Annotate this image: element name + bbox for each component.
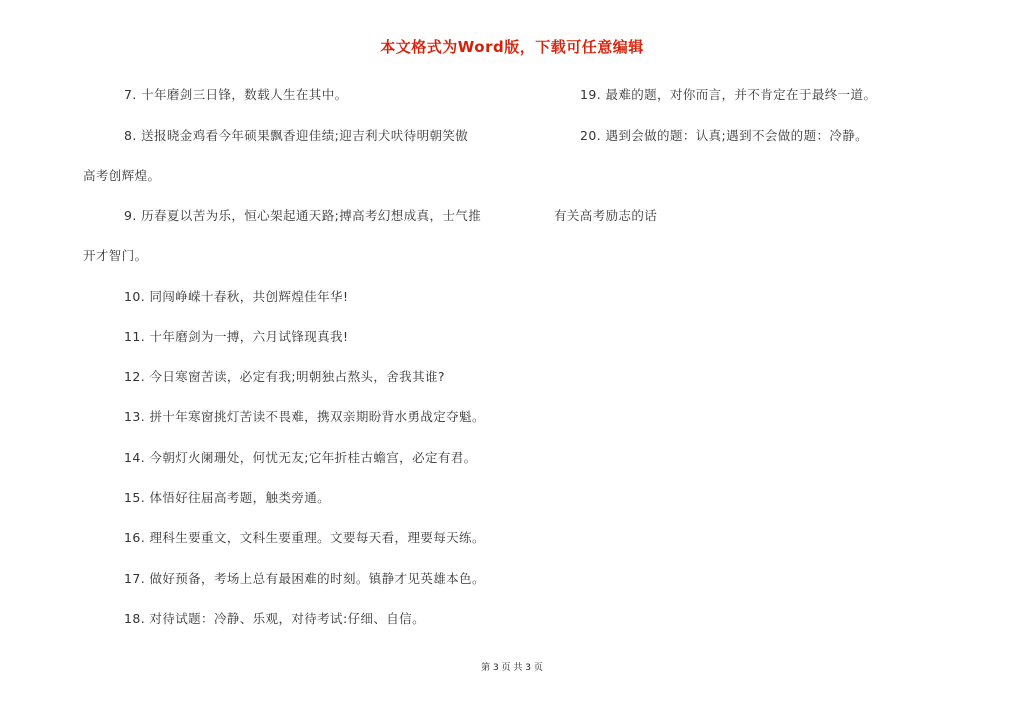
quote-13: 13. 拼十年寒窗挑灯苦读不畏难，携双亲期盼背水勇战定夺魁。	[124, 409, 485, 424]
quote-7: 7. 十年磨剑三日锋，数载人生在其中。	[124, 87, 348, 102]
quote-17: 17. 做好预备，考场上总有最困难的时刻。镇静才见英雄本色。	[124, 571, 485, 586]
quote-8: 8. 送报晓金鸡看今年硕果飘香迎佳绩;迎吉利犬吠待明朝笑傲	[124, 128, 469, 143]
document-banner: 本文格式为Word版，下载可任意编辑	[380, 38, 644, 56]
quote-9-continued: 开才智门。	[83, 248, 148, 263]
quote-8-continued: 高考创辉煌。	[83, 168, 161, 183]
quote-9: 9. 历春夏以苦为乐，恒心架起通天路;搏高考幻想成真，士气推	[124, 208, 482, 223]
quote-10: 10. 同闯峥嵘十春秋，共创辉煌佳年华!	[124, 289, 349, 304]
quote-15: 15. 体悟好往届高考题，触类旁通。	[124, 490, 331, 505]
quote-16: 16. 理科生要重文，文科生要重理。文要每天看，理要每天练。	[124, 530, 485, 545]
page-number: 第 3 页 共 3 页	[481, 663, 543, 673]
section-heading: 有关高考励志的话	[554, 208, 658, 223]
quote-19: 19. 最难的题，对你而言，并不肯定在于最终一道。	[580, 87, 877, 102]
quote-12: 12. 今日寒窗苦读，必定有我;明朝独占熬头，舍我其谁?	[124, 369, 445, 384]
quote-14: 14. 今朝灯火阑珊处，何忧无友;它年折桂古蟾宫，必定有君。	[124, 450, 477, 465]
quote-20: 20. 遇到会做的题：认真;遇到不会做的题：冷静。	[580, 128, 869, 143]
quote-11: 11. 十年磨剑为一搏，六月试锋现真我!	[124, 329, 349, 344]
quote-18: 18. 对待试题：冷静、乐观，对待考试:仔细、自信。	[124, 611, 425, 626]
